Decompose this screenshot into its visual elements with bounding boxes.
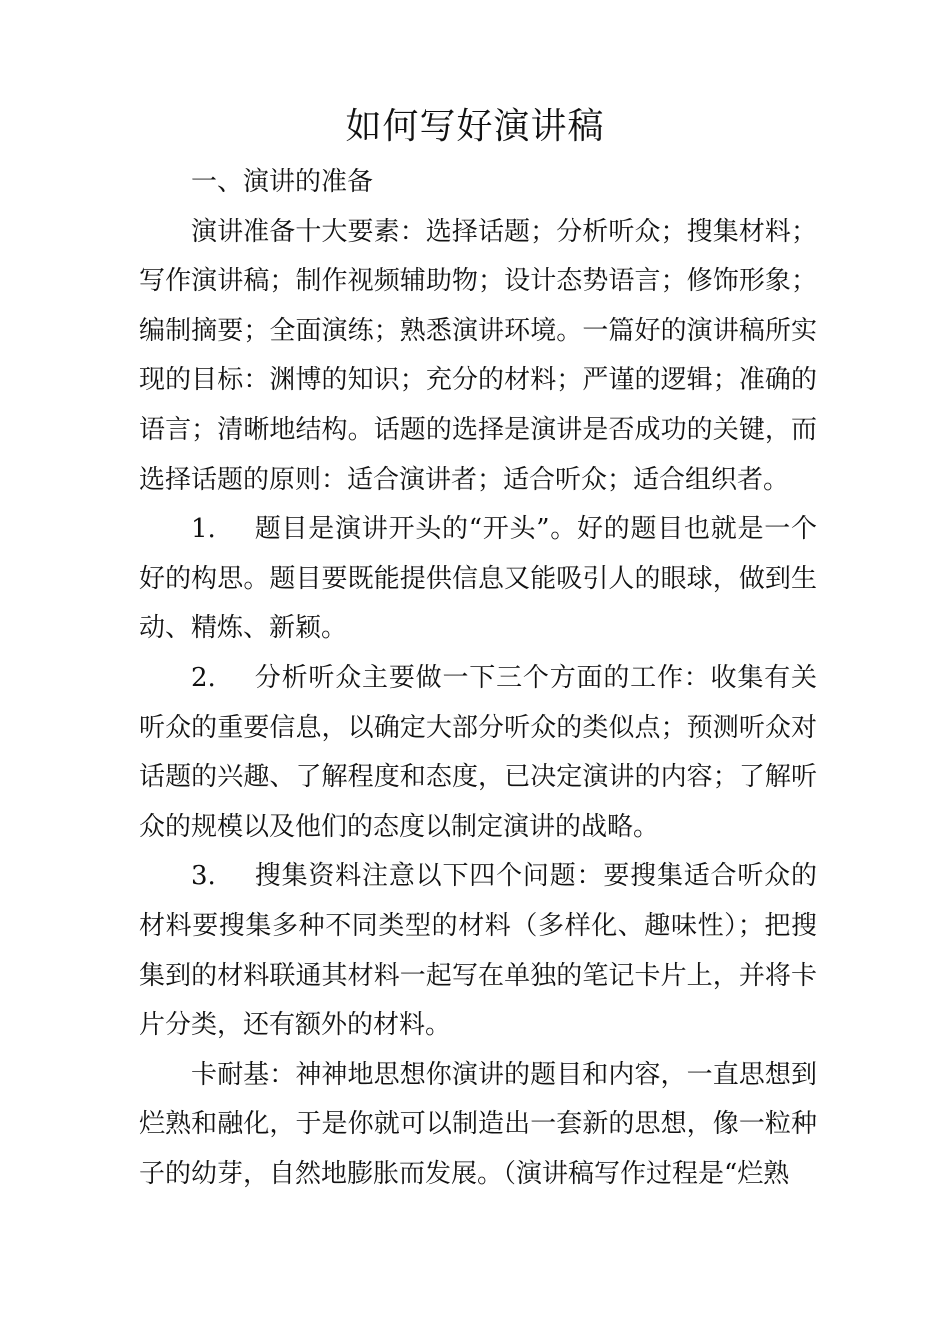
list-item-2 xyxy=(139,654,817,852)
list-item-1 xyxy=(139,505,817,654)
paragraph-carnegie-quote: 卡耐基：神神地思想你演讲的题目和内容，一直思想到烂熟和融化，于是你就可以制造出一套新的思想，像一粒种子的幼芽，自然地膨胀而发展。（演讲稿写作过程是“烂熟 xyxy=(139,1059,817,1189)
list-item-3 xyxy=(139,852,817,1050)
list-number-2: 2. xyxy=(191,662,216,693)
document-body xyxy=(139,158,817,1199)
paragraph-preparation-elements: 演讲准备十大要素：选择话题；分析听众；搜集材料；写作演讲稿；制作视频辅助物；设计态势语言；修饰形象；编制摘要；全面演练；熟悉演讲环境。一篇好的演讲稿所实现的目标：渊博的知识；充分的材料；严谨的逻辑；准确的语言；清晰地结构。话题的选择是演讲是否成功的关键，而选择话题的原则：适合演讲者；适合听众；适合组织者。 xyxy=(139,216,817,495)
list-text-3: 搜集资料注意以下四个问题：要搜集适合听众的材料要搜集多种不同类型的材料（多样化、趣味性）；把搜集到的材料联通其材料一起写在单独的笔记卡片上，并将卡片分类，还有额外的材料。 xyxy=(139,861,817,1041)
section-heading: 一、演讲的准备 xyxy=(191,167,374,197)
list-number-1: 1. xyxy=(191,514,216,545)
list-number-3: 3. xyxy=(191,861,216,892)
document-title: 如何写好演讲稿 xyxy=(345,106,605,147)
list-text-2: 分析听众主要做一下三个方面的工作：收集有关听众的重要信息，以确定大部分听众的类似点；预测听众对话题的兴趣、了解程度和态度，已决定演讲的内容；了解听众的规模以及他们的态度以制定演讲的战略。 xyxy=(139,662,817,842)
list-text-1: 题目是演讲开头的“开头”。好的题目也就是一个好的构思。题目要既能提供信息又能吸引人的眼球，做到生动、精炼、新颖。 xyxy=(139,514,817,644)
